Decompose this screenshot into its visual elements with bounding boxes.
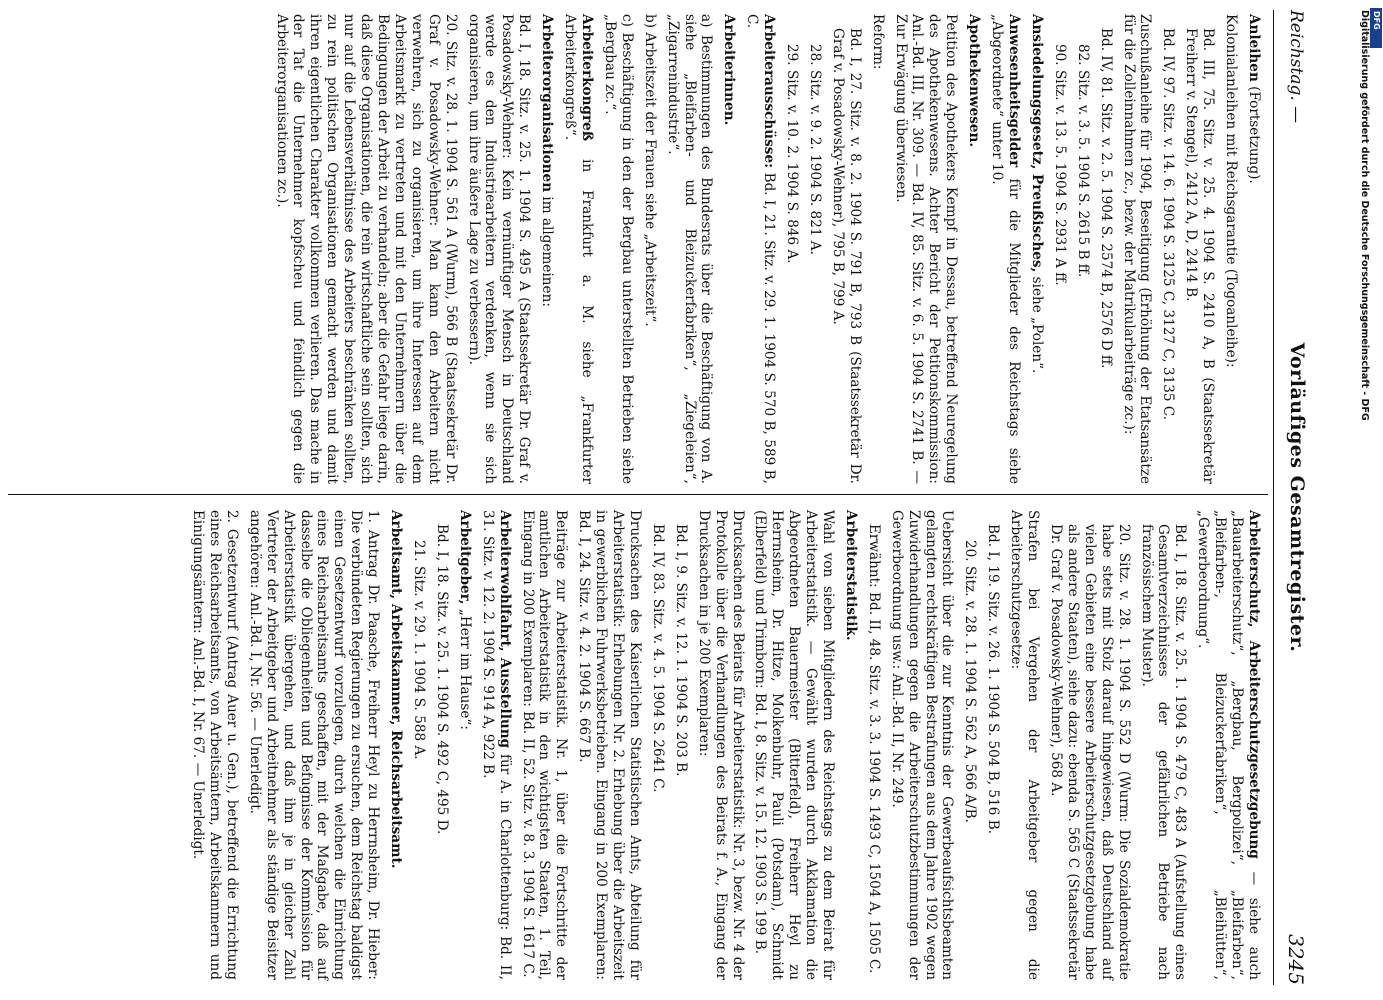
index-entry-heading xyxy=(1245,14,1262,484)
left-column xyxy=(267,14,1262,484)
page-header xyxy=(1276,10,1312,985)
entry-text: Bd. I, 21. Sitz. v. 29. 1. 1904 S. 570 B, 589 B, C. xyxy=(744,14,778,484)
entry-keyword: Arbeiterschutz, Arbeiterschutzgesetzgebung xyxy=(1246,510,1262,859)
index-entry-heading xyxy=(387,510,404,980)
entry-text: in Frankfurt a. M. siehe „Frankfurter Arbeiterkongreß“. xyxy=(562,14,595,484)
index-subentry: 21. Sitz. v. 29. 1. 1904 S. 588 A. xyxy=(411,540,428,760)
index-entry: Strafen bei Vergehen der Arbeitgeber gegen die Arbeiterschutzgesetze: xyxy=(1008,510,1042,980)
index-subentry: Bd. I, 9. Sitz. v. 12. 1. 1904 S. 203 B. xyxy=(672,524,689,777)
index-entry-heading xyxy=(1194,510,1262,980)
index-entry: 20. Sitz. v. 28. 1. 1904 S. 561 A (Wurm), 566 B (Staatssekretär Dr. Graf v. Posadowsky-Wehner: Man kann den Arbeitern nicht verwehren, sich zu organisieren, um ihre Interessen auf dem Arbeitsmarkt zu vertreten und mit den Unternehmern über die Bedingungen der Arbeit zu verhandeln; aber die Gefahr liege darin, daß diese Organisationen, die rein wirtschaftliche sein sollten, sich nur auf die Lebensverhältnisse des Arbeiters beschränken sollten, zu rein politischen Organisationen gemacht werden und damit ihren eigentlichen Charakter vollkommen verlieren. Das mache in der Tat die Unternehmer kopfscheu und feindlich gegen die Arbeiterorganisationen zc.). xyxy=(273,14,459,484)
entry-text: — siehe auch „Bauarbeiterschutz“, „Bergbau, Bergpolizei“, „Bleifarben“, „Bleifarben-, Bleizuckerfabriken“, „Bleihütten“, „Gewerbeordnung“. xyxy=(1195,510,1262,980)
entry-text: siehe „Polen“. xyxy=(1028,272,1045,374)
entry-keyword: Arbeiterkongreß xyxy=(579,14,595,142)
index-entry-heading xyxy=(561,14,595,484)
index-entry: Kolonialanleihen mit Reichsgarantie (Togoanleihe): xyxy=(1223,14,1240,368)
index-subentry: Bd. III, 75. Sitz. v. 25. 4. 1904 S. 2410 A, B (Staatssekretär Freiherr v. Stengel), 2412 A, D, 2414 B. xyxy=(1183,28,1217,484)
index-entry-heading xyxy=(988,14,1022,484)
index-subentry: 28. Sitz. v. 9. 2. 1904 S. 821 A. xyxy=(806,44,823,255)
index-entry: Bd. I, 18. Sitz. v. 25. 1. 1904 S. 495 A (Staatssekretär Dr. Graf v. Posadowsky-Wehner: Kein vernünftiger Mensch in Deutschland werde es den Industriearbeitern verdenken, wenn sie sich organisieren, um ihre äußere Lage zu verbessern). xyxy=(465,14,533,484)
entry-keyword: Arbeiterinnen. xyxy=(721,14,738,126)
index-entry-heading xyxy=(456,510,473,980)
index-subentry: Bd. IV, 81. Sitz. v. 2. 5. 1904 S. 2574 B, 2576 D ff. xyxy=(1097,28,1114,369)
dfg-logo xyxy=(1370,8,1382,48)
footer-credit xyxy=(1352,10,1370,990)
entry-text: (Fortsetzung). xyxy=(1246,81,1262,184)
page-number: 3245 xyxy=(1284,934,1308,985)
index-subentry: Bd. I, 27. Sitz. v. 8. 2. 1904 S. 791 B, 793 B (Staatssekretär Dr. Graf v. Posadowsky-Wehner), 795 B, 799 A. xyxy=(829,28,863,484)
entry-keyword: Anwesenheitsgelder xyxy=(1006,14,1023,168)
header-section: Reichstag. — xyxy=(1286,10,1306,124)
entry-keyword: Arbeiterwohlfahrt, Ausstellung xyxy=(496,510,513,749)
column-divider xyxy=(8,494,1268,495)
index-entry: 2. Gesetzentwurf (Antrag Auer u. Gen.), betreffend die Errichtung eines Reichsarbeitsamts, von Arbeitsämtern, Arbeitskammern und Einigungsämtern: Anl.-Bd. I, Nr. 67. — Unerledigt. xyxy=(190,510,240,980)
entry-keyword: Arbeitgeber, xyxy=(456,510,473,605)
index-entry-heading xyxy=(842,510,859,980)
index-entry: Zuschußanleihe für 1904, Beseitigung (Erhöhung der Etatsansätze für die Zolleinnahmen zc., bezw. der Matrikularbeiträge zc.): xyxy=(1120,14,1154,484)
index-subentry: 20. Sitz. v. 28. 1. 1904 S. 552 D (Wurm: Die Sozialdemokratie habe stets mit Stolz darauf hingewiesen, daß Deutschland auf vielen Gebieten eine bessere Arbeiterschutzgesetzgebung habe als andere Staaten), siehe dazu: ebenda S. 565 C (Staatssekretär Dr. Graf v. Posadowsky-Wehner), 568 A. xyxy=(1048,524,1132,980)
index-entry: Drucksachen des Kaiserlichen Statistischen Amts, Abteilung für Arbeiterstatistik: Erhebungen Nr. 2. Erhebung über die Arbeitszeit in gewerblichen Fuhrwerksbetrieben. Eingang in 200 Exemplaren: Bd. I, 24. Sitz. v. 4. 2. 1904 S. 667 B. xyxy=(576,510,643,980)
index-subentry: Bd. I, 18. Sitz. v. 25. 1. 1904 S. 479 C, 483 A (Aufstellung eines Gesamtverzeichnisses der gefährlichen Betriebe nach französischem Muster). xyxy=(1138,524,1189,980)
header-rule xyxy=(1273,10,1274,985)
index-entry-heading xyxy=(479,510,513,980)
entry-keyword: Apothekenwesen. xyxy=(966,14,983,148)
entry-keyword: Arbeiterorganisationen xyxy=(539,14,556,193)
index-entry: Petition des Apothekers Kempf in Dessau, betreffend Neuregelung des Apothekenwesens. Achter Bericht der Petitionskommission: Anl.-Bd. III, Nr. 309. — Bd. IV, 85. Sitz. v. 6. 5. 1904 S. 2741 B. — Zur Erwägung überwiesen. xyxy=(892,14,960,484)
index-subentry: Bd. I, 19. Sitz. v. 26. 1. 1904 S. 504 B, 516 B. xyxy=(985,524,1002,835)
footer-text: Digitalisierung gefördert durch die Deutsche Forschungsgemeinschaft - DFG xyxy=(1359,10,1370,421)
index-entry: Beiträge zur Arbeiterstatistik. Nr. 1, über die Fortschritte der amtlichen Arbeiterstatistik in den wichtigsten Staaten, 1. Teil, Eingang in 200 Exemplaren: Bd. II, 52. Sitz. v. 8. 3. 1904 S. 1617 C. xyxy=(519,510,570,980)
page-title: Vorläufiges Gesamtregister. xyxy=(1286,342,1308,653)
index-entry-heading xyxy=(538,14,555,484)
entry-keyword: Arbeitsamt, Arbeitskammer, Reichsarbeitsamt. xyxy=(388,510,405,869)
index-entry: b) Arbeitszeit der Frauen siehe „Arbeitszeit“. xyxy=(641,14,658,327)
entry-keyword: Arbeiterausschüsse: xyxy=(761,14,778,169)
index-subentry: Bd. I, 18. Sitz. v. 25. 1. 1904 S. 492 C, 495 D. xyxy=(433,524,450,835)
index-entry-heading xyxy=(720,14,737,484)
index-entry: Uebersicht über die zur Kenntnis der Gewerbeaufsichtsbeamten gelangten rechtskräftigen Bestrafungen aus dem Jahre 1902 wegen Zuwiderhandlungen gegen die Arbeiterschutzbestimmungen der Gewerbeordnung usw.: Anl.-Bd. II, Nr. 249. xyxy=(888,510,956,980)
index-entry: Wahl von sieben Mitgliedern des Reichstags zu dem Beirat für Arbeiterstatistik. — Gewählt wurden durch Akklamation die Abgeordneten Bauermeister (Bitterfeld), Freiherr Heyl zu Herrnsheim, Dr. Hitze, Molkenbuhr, Pauli (Potsdam), Schmidt (Elberfeld) und Trimborn: Bd. I, 8. Sitz. v. 15. 12. 1903 S. 199 B. xyxy=(752,510,837,980)
index-subentry: Erwähnt: Bd. II, 48. Sitz. v. 3. 3. 1904 S. 1493 C, 1504 A, 1505 C. xyxy=(865,524,882,974)
entry-text: für die Mitglieder des Reichstags siehe „Abgeordnete“ unter 10. xyxy=(989,14,1023,484)
index-subentry: Bd. IV, 83. Sitz. v. 4. 5. 1904 S. 2641 C. xyxy=(649,524,666,793)
index-entry: Drucksachen des Beirats für Arbeiterstatistik: Nr. 3, bezw. Nr. 4 der Protokolle über die Verhandlungen des Beirats f. A., Eingang der Drucksachen in je 200 Exemplaren: xyxy=(695,510,746,980)
entry-keyword: Ansiedelungsgesetz, Preußisches, xyxy=(1028,14,1045,273)
entry-text: im allgemeinen: xyxy=(539,192,556,307)
index-entry-heading xyxy=(1028,14,1045,484)
index-entry: Reform: xyxy=(869,14,886,70)
entry-keyword: Anleihen xyxy=(1246,14,1262,82)
index-subentry: 90. Sitz. v. 13. 5. 1904 S. 2931 A ff. xyxy=(1051,44,1068,286)
index-entry: a) Bestimmungen des Bundesrats über die Beschäftigung von A. siehe „Bleifarben- und Bleizuckerfabriken“, „Ziegeleien“, „Zigarrenindustrie“. xyxy=(664,14,715,484)
right-column xyxy=(183,510,1262,980)
entry-keyword: Arbeiterstatistik. xyxy=(842,510,859,641)
index-entry-heading xyxy=(743,14,777,484)
index-entry: c) Beschäftigung in den der Bergbau unterstellten Betrieben siehe „Bergbau zc.“. xyxy=(601,14,635,484)
index-entry: 1. Antrag Dr. Paasche, Freiherr Heyl zu Herrnsheim, Dr. Hieber: Die verbündeten Regierungen zu ersuchen, dem Reichstag baldigst einen Gesetzentwurf vorzulegen, durch welchen die Einrichtung eines Reichsarbeitsamts geschaffen, mit der Maßgabe, daß auf dasselbe die Obliegenheiten und Befugnisse der Kommission für Arbeiterstatistik übergehen, und daß ihm je in gleicher Zahl Vertreter der Arbeitgeber und Arbeitnehmer als ständige Beisitzer angehören: Anl.-Bd. I, Nr. 56. — Unerledigt. xyxy=(246,510,382,980)
dfg-logo-text: DFG xyxy=(1372,11,1381,30)
index-entry-heading xyxy=(965,14,982,484)
index-subentry: Bd. IV, 97. Sitz. v. 14. 6. 1904 S. 3125 C, 3127 C, 3135 C. xyxy=(1160,28,1177,421)
index-subentry: 29. Sitz. v. 10. 2. 1904 S. 846 A. xyxy=(784,44,801,264)
index-subentry: 82. Sitz. v. 3. 5. 1904 S. 2615 B ff. xyxy=(1074,44,1091,278)
entry-text: „Herr im Hause“: xyxy=(456,604,473,730)
index-subentry: 20. Sitz. v. 28. 1. 1904 S. 562 A, 566 A/B. xyxy=(962,540,979,823)
entry-text: für A. in Charlottenburg: Bd. II, 31. Sitz. v. 12. 2. 1904 S. 914 A, 922 B. xyxy=(479,510,513,980)
